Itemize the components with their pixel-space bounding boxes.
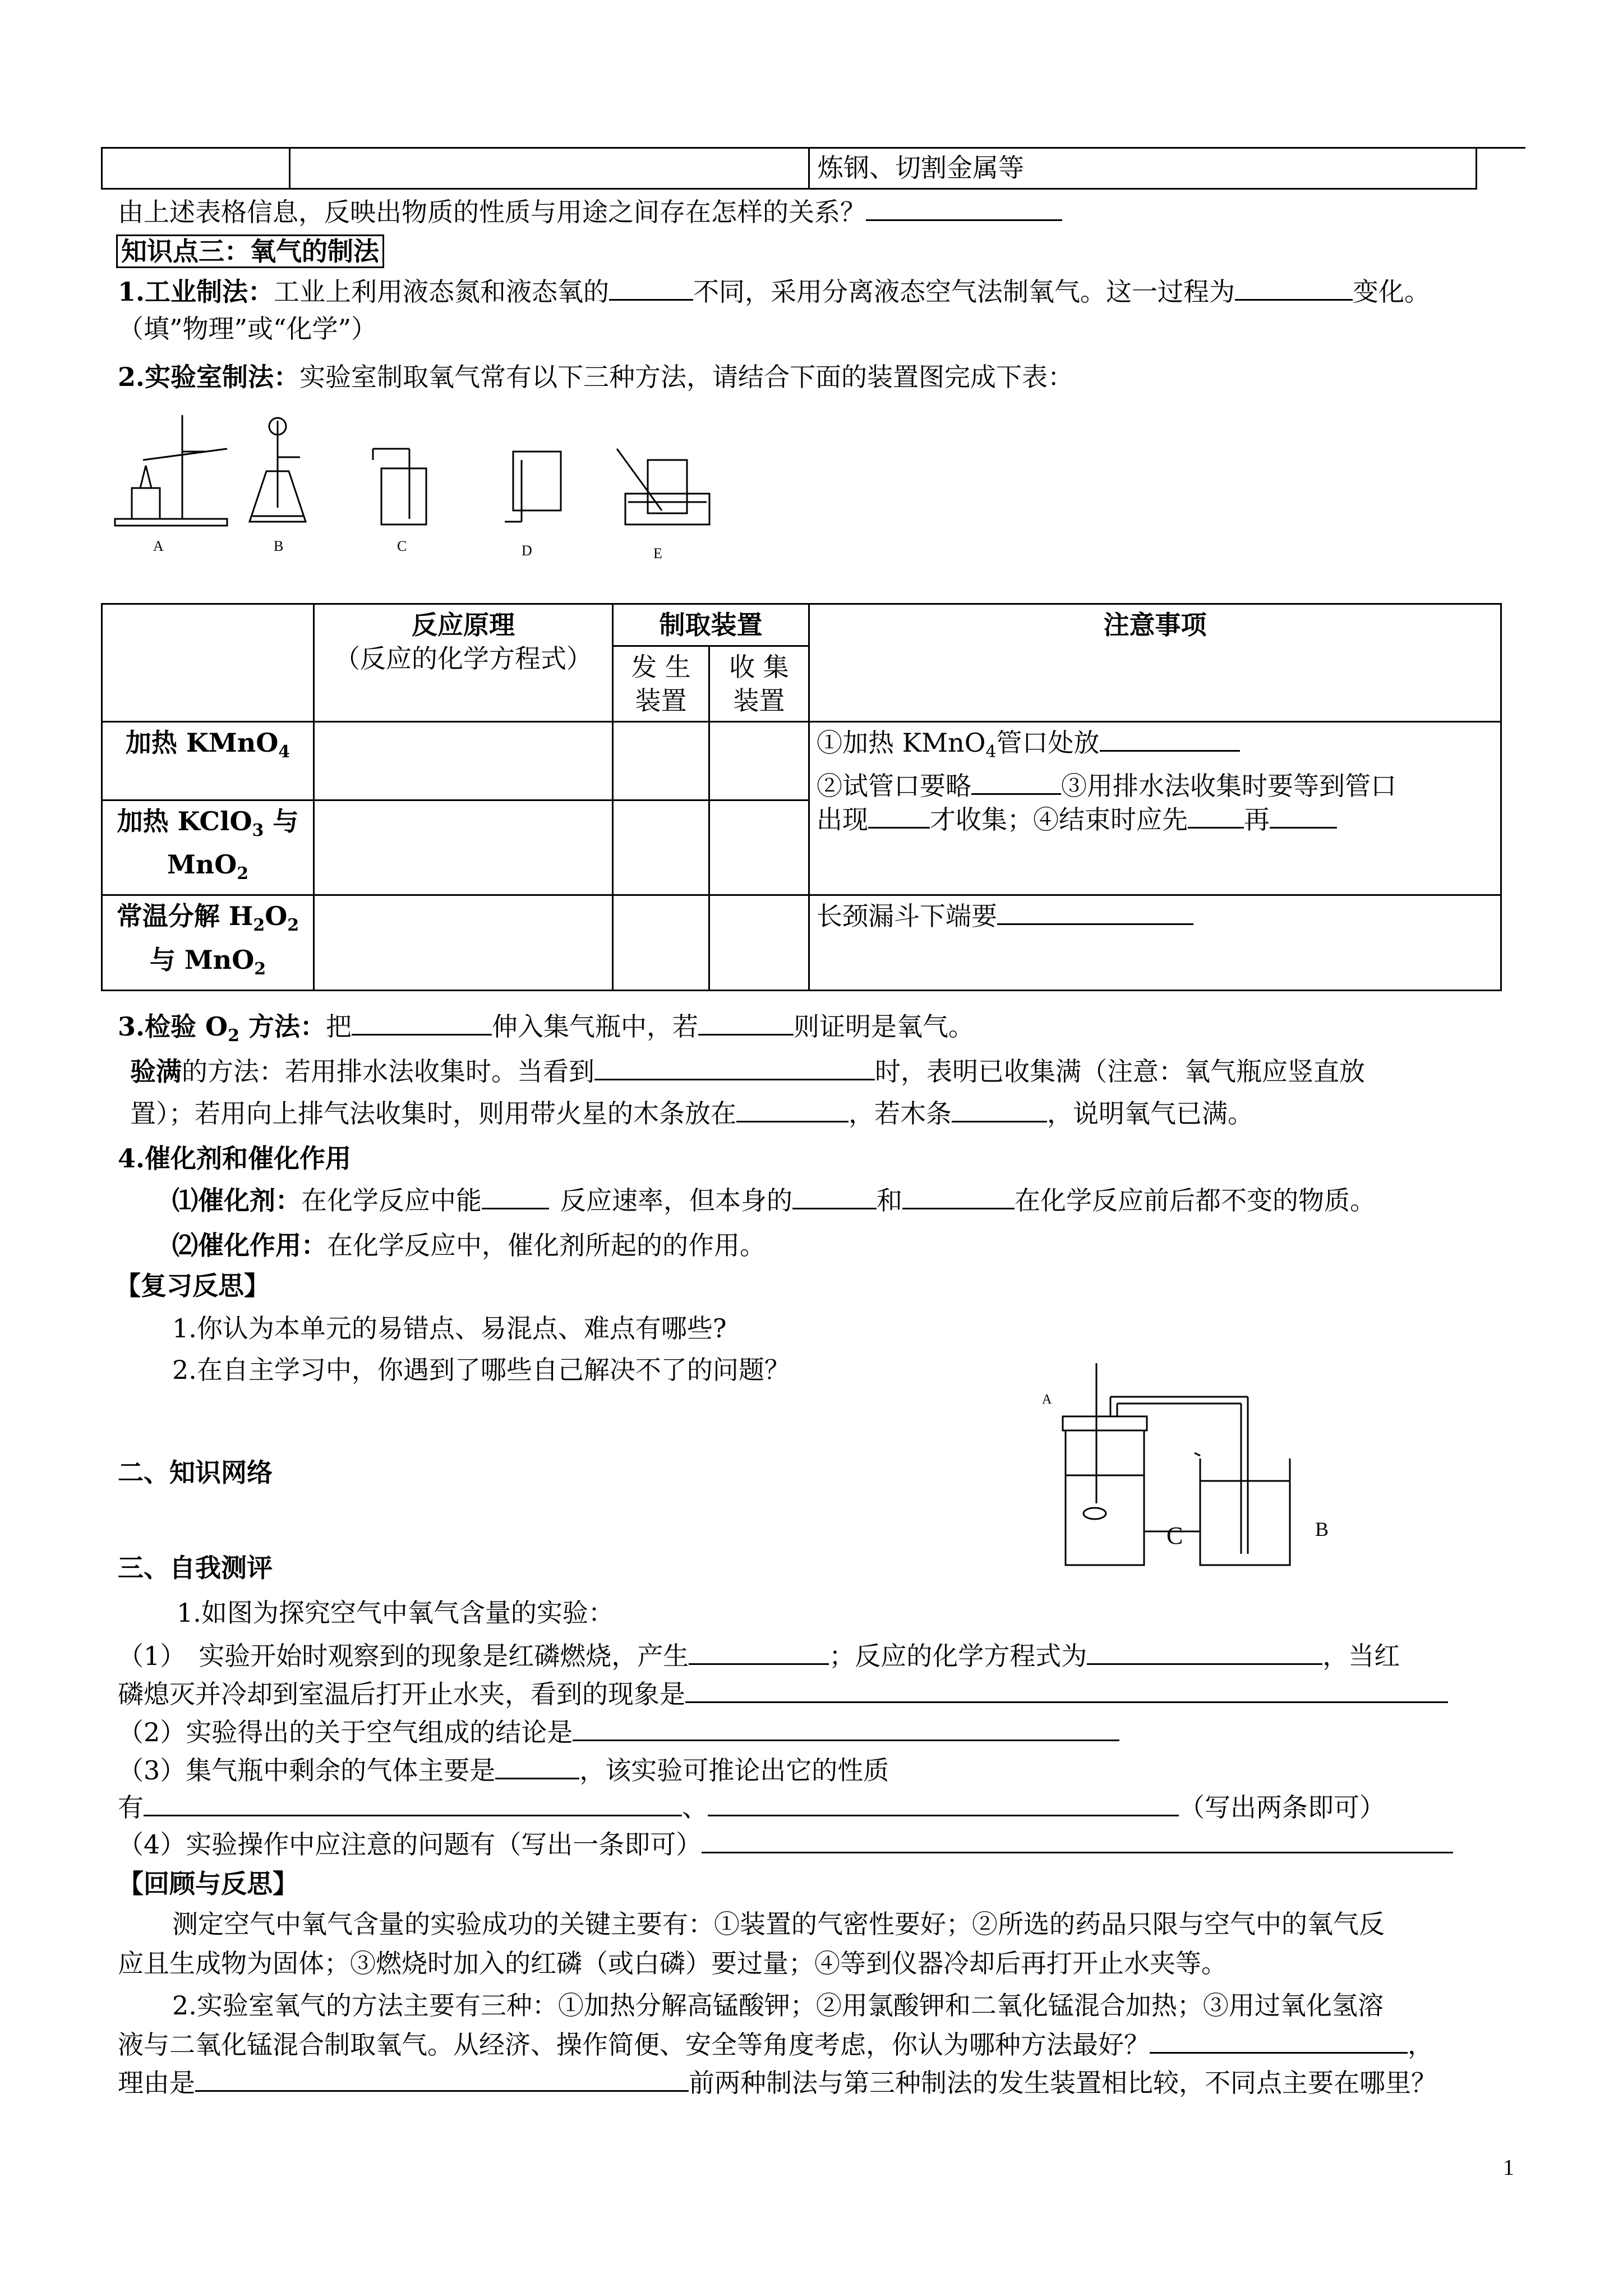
apparatus-e-icon — [617, 449, 709, 524]
top-rule — [1477, 147, 1525, 149]
apparatus-figure — [109, 404, 760, 567]
reflect-line-1: 测定空气中氧气含量的实验成功的关键主要有：①装置的气密性要好；②所选的药品只限与空气中的氧气反 — [172, 1909, 1385, 1939]
top-table-fragment — [101, 147, 1477, 190]
notes-heating: ①加热 KMnO$_4$管口处放 ②试管口要略 ③用排水法收集时要等到管口 出现 才收集；④结束时应先 再 — [809, 722, 1501, 895]
lab-method: 2.实验室制法：实验室制取氧气常有以下三种方法，请结合下面的装置图完成下表： — [118, 362, 1074, 392]
review-title: 【复习反思】 — [115, 1271, 270, 1301]
figure-label-b: B — [1315, 1518, 1329, 1540]
apparatus-b-icon — [250, 418, 306, 522]
q1-part3: （3）集气瓶中剩余的气体主要是 ，该实验可推论出它的性质 — [118, 1755, 889, 1786]
page-number: 1 — [1503, 2155, 1514, 2180]
q2-line-1: 2.实验室氧气的方法主要有三种：①加热分解高锰酸钾；②用氯酸钾和二氧化锰混合加热；③用过氧化氢溶 — [172, 1990, 1384, 2021]
apparatus-label-a: A — [153, 538, 164, 554]
review-q1: 1.你认为本单元的易错点、易混点、难点有哪些? — [172, 1313, 727, 1343]
industrial-method: 1.工业制法：工业上利用液态氮和液态氧的 不同，采用分离液态空气法制氧气。这一过程为 变化。 — [118, 277, 1431, 307]
header-device: 制取装置 — [613, 604, 809, 646]
q1-part3b: 有 、 （写出两条即可） — [118, 1792, 1385, 1823]
row-kmno4: 加热 KMnO$_4$ — [102, 722, 314, 800]
question-relation: 由上述表格信息，反映出物质的性质与用途之间存在怎样的关系？ — [118, 195, 1062, 229]
cell-col-2[interactable] — [709, 800, 809, 895]
q1-part2: （2）实验得出的关于空气组成的结论是 — [118, 1715, 1119, 1749]
cell-principle-1[interactable] — [314, 722, 613, 800]
apparatus-label-e: E — [653, 545, 662, 562]
experiment-figure — [1032, 1358, 1346, 1576]
catalyst-effect: ⑵催化作用：在化学反应中，催化剂所起的的作用。 — [172, 1230, 766, 1260]
cell-gen-3[interactable] — [613, 895, 709, 990]
apparatus-label-c: C — [397, 538, 407, 554]
notes-h2o2: 长颈漏斗下端要 — [809, 895, 1501, 990]
test-full-2: 置）；若用向上排气法收集时，则用带火星的木条放在 ，若木条 ，说明氧气已满。 — [130, 1098, 1253, 1129]
q1-intro: 1.如图为探究空气中氧气含量的实验： — [177, 1598, 614, 1628]
header-collection: 收 集 装置 — [709, 646, 809, 722]
review-q2: 2.在自主学习中，你遇到了哪些自己解决不了的问题？ — [172, 1355, 790, 1385]
header-notes: 注意事项 — [809, 604, 1501, 722]
reflect-line-2: 应且生成物为固体；③燃烧时加入的红磷（或白磷）要过量；④等到仪器冷却后再打开止水夹等。 — [118, 1948, 1227, 1978]
q2-line-3: 理由是 前两种制法与第三种制法的发生装置相比较，不同点主要在哪里？ — [118, 2068, 1437, 2098]
top-table-cell: 炼钢、切割金属等 — [818, 153, 1024, 183]
q1-part1: （1） 实验开始时观察到的现象是红磷燃烧，产生 ；反应的化学方程式为 ，当红 — [118, 1641, 1400, 1671]
header-generation: 发 生 装置 — [613, 646, 709, 722]
test-oxygen: 3.检验 $O_2$ 方法：把 伸入集气瓶中，若 则证明是氧气。 — [118, 1011, 974, 1046]
cell-col-1[interactable] — [709, 722, 809, 800]
cell-gen-2[interactable] — [613, 800, 709, 895]
cell-principle-3[interactable] — [314, 895, 613, 990]
q2-line-2: 液与二氧化锰混合制取氧气。从经济、操作简便、安全等角度考虑，你认为哪种方法最好？ ， — [118, 2030, 1433, 2060]
section-self-test: 三、自我测评 — [118, 1553, 273, 1583]
test-full-1: 验满的方法：若用排水法收集时。当看到 时，表明已收集满（注意：氧气瓶应竖直放 — [130, 1056, 1365, 1087]
row-h2o2: 常温分解 $H_2O_2$ 与 MnO$_2$ — [102, 895, 314, 990]
apparatus-a-icon — [115, 415, 227, 526]
header-blank — [102, 604, 314, 722]
cell-principle-2[interactable] — [314, 800, 613, 895]
apparatus-label-b: B — [274, 538, 284, 554]
catalyst-def: ⑴催化剂：在化学反应中能 反应速率，但本身的 和 在化学反应前后都不变的物质。 — [172, 1185, 1376, 1216]
row-kclo3: 加热 KClO$_3$ 与 MnO$_2$ — [102, 800, 314, 895]
apparatus-d-icon — [505, 452, 561, 522]
industrial-hint: （填”物理”或“化学”） — [118, 314, 377, 344]
preparation-table — [101, 603, 1502, 991]
cell-gen-1[interactable] — [613, 722, 709, 800]
kp3-title: 知识点三：氧气的制法 — [116, 234, 384, 268]
apparatus-label-d: D — [522, 542, 532, 559]
catalyst-title: 4.催化剂和催化作用 — [118, 1143, 352, 1174]
section-knowledge-network: 二、知识网络 — [118, 1457, 273, 1488]
figure-label-a: A — [1042, 1392, 1052, 1407]
reflect-title: 【回顾与反思】 — [118, 1869, 298, 1899]
apparatus-c-icon — [373, 449, 426, 524]
header-principle: 反应原理 （反应的化学方程式） — [314, 604, 613, 722]
figure-label-c: C — [1166, 1522, 1183, 1549]
q1-part1b: 磷熄灭并冷却到室温后打开止水夹，看到的现象是 — [118, 1677, 1448, 1711]
q1-part4: （4）实验操作中应注意的问题有（写出一条即可） — [118, 1828, 1453, 1861]
cell-col-3[interactable] — [709, 895, 809, 990]
